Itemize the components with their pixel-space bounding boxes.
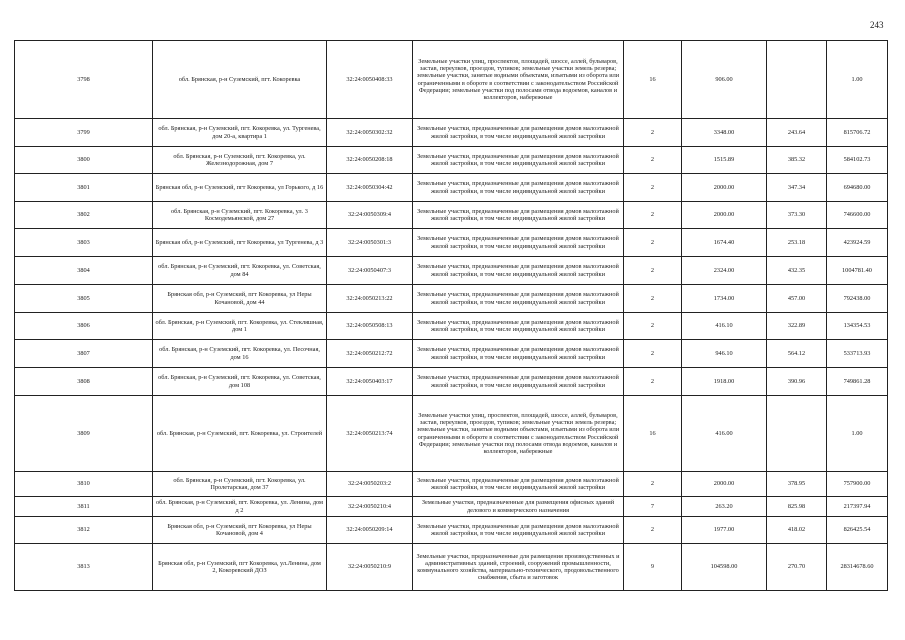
row-cadastral-number: 32:24:0050508:13 — [327, 313, 413, 340]
row-land-purpose: Земельные участки, предназначенные для размещения офисных зданий делового и коммерческого назначения — [413, 497, 624, 517]
row-area: 2000.00 — [682, 472, 767, 497]
row-number: 3807 — [15, 340, 153, 368]
row-specific-value — [767, 41, 827, 119]
row-address: обл. Брянская, р-н Суземский, пгт. Кокоревка, ул. Пролетарская, дом 37 — [153, 472, 327, 497]
row-area: 2000.00 — [682, 174, 767, 202]
table-row — [15, 285, 888, 313]
table-body — [15, 41, 888, 591]
row-land-purpose: Земельные участки, предназначенные для размещения домов малоэтажной жилой застройки, в том числе индивидуальной жилой застройки — [413, 119, 624, 147]
row-specific-value: 373.30 — [767, 202, 827, 229]
row-cadastral-number: 32:24:0050213:22 — [327, 285, 413, 313]
row-area: 2324.00 — [682, 257, 767, 285]
row-group: 2 — [624, 119, 682, 147]
row-cadastral-value: 749861.28 — [827, 368, 888, 396]
row-cadastral-value: 815706.72 — [827, 119, 888, 147]
row-number: 3804 — [15, 257, 153, 285]
table-row — [15, 497, 888, 517]
row-number: 3798 — [15, 41, 153, 119]
row-land-purpose: Земельные участки, предназначенные для размещения производственных и административных зданий, строений, сооружений промышленности, коммунального хозяйства, материально-технического, продовольственного снабжения, сбыта и заготовок — [413, 544, 624, 591]
row-land-purpose: Земельные участки улиц, проспектов, площадей, шоссе, аллей, бульваров, застав, переулков, проездов, тупиков; земельные участки земель резерва; земельные участки, занятые водными объектами, изъятыми из оборота или ограниченными в обороте в соответствии с законодательством Российской Федерации; земельные участки под полосами отвода водоемов, каналов и коллекторов, набережные — [413, 41, 624, 119]
table-row — [15, 396, 888, 472]
table-row — [15, 147, 888, 174]
row-cadastral-value: 757900.00 — [827, 472, 888, 497]
row-number: 3799 — [15, 119, 153, 147]
table-row — [15, 340, 888, 368]
row-group: 2 — [624, 517, 682, 544]
row-area: 416.10 — [682, 313, 767, 340]
row-land-purpose: Земельные участки улиц, проспектов, площадей, шоссе, аллей, бульваров, застав, переулков, проездов, тупиков; земельные участки земель резерва; земельные участки, занятые водными объектами, изъятыми из оборота или ограниченными в обороте в соответствии с законодательством Российской Федерации; земельные участки под полосами отвода водоемов, каналов и коллекторов, набережные — [413, 396, 624, 472]
row-area: 416.00 — [682, 396, 767, 472]
row-address: Брянская обл, р-н Суземский, пгт Кокоревка, ул Неры Кочановой, дом 44 — [153, 285, 327, 313]
table-row — [15, 517, 888, 544]
row-cadastral-value: 826425.54 — [827, 517, 888, 544]
row-land-purpose: Земельные участки, предназначенные для размещения домов малоэтажной жилой застройки, в том числе индивидуальной жилой застройки — [413, 285, 624, 313]
table-row — [15, 119, 888, 147]
row-area: 104598.00 — [682, 544, 767, 591]
row-specific-value: 564.12 — [767, 340, 827, 368]
row-address: обл. Брянская, р-н Суземский, пгт. Кокоревка, ул. 3 Космодемьянской, дом 27 — [153, 202, 327, 229]
row-land-purpose: Земельные участки, предназначенные для размещения домов малоэтажной жилой застройки, в том числе индивидуальной жилой застройки — [413, 517, 624, 544]
row-specific-value: 347.34 — [767, 174, 827, 202]
row-land-purpose: Земельные участки, предназначенные для размещения домов малоэтажной жилой застройки, в том числе индивидуальной жилой застройки — [413, 340, 624, 368]
page-number: 243 — [870, 20, 884, 30]
row-cadastral-number: 32:24:0050212:72 — [327, 340, 413, 368]
row-address: обл. Брянская, р-н Суземский, пгт. Кокоревка, ул. Строителей — [153, 396, 327, 472]
table-row — [15, 229, 888, 257]
row-cadastral-value: 423924.59 — [827, 229, 888, 257]
row-specific-value: 385.32 — [767, 147, 827, 174]
row-specific-value: 270.70 — [767, 544, 827, 591]
row-group: 9 — [624, 544, 682, 591]
row-group: 16 — [624, 396, 682, 472]
row-cadastral-value: 217397.94 — [827, 497, 888, 517]
row-cadastral-number: 32:24:0050301:3 — [327, 229, 413, 257]
row-area: 2000.00 — [682, 202, 767, 229]
row-cadastral-value: 533713.93 — [827, 340, 888, 368]
row-address: Брянская обл, р-н Суземский, пгт Кокоревка, ул Горького, д 16 — [153, 174, 327, 202]
row-group: 2 — [624, 229, 682, 257]
row-specific-value: 457.00 — [767, 285, 827, 313]
row-cadastral-number: 32:24:0050408:33 — [327, 41, 413, 119]
row-number: 3806 — [15, 313, 153, 340]
row-cadastral-value: 134354.53 — [827, 313, 888, 340]
row-specific-value: 253.18 — [767, 229, 827, 257]
row-area: 1515.89 — [682, 147, 767, 174]
row-cadastral-number: 32:24:0050302:32 — [327, 119, 413, 147]
row-land-purpose: Земельные участки, предназначенные для размещения домов малоэтажной жилой застройки, в том числе индивидуальной жилой застройки — [413, 202, 624, 229]
table-row — [15, 257, 888, 285]
row-cadastral-value: 28314678.60 — [827, 544, 888, 591]
table-row — [15, 202, 888, 229]
row-land-purpose: Земельные участки, предназначенные для размещения домов малоэтажной жилой застройки, в том числе индивидуальной жилой застройки — [413, 147, 624, 174]
table-row — [15, 174, 888, 202]
row-cadastral-value: 1004781.40 — [827, 257, 888, 285]
row-number: 3813 — [15, 544, 153, 591]
row-cadastral-number: 32:24:0050210:9 — [327, 544, 413, 591]
row-number: 3805 — [15, 285, 153, 313]
row-land-purpose: Земельные участки, предназначенные для размещения домов малоэтажной жилой застройки, в том числе индивидуальной жилой застройки — [413, 313, 624, 340]
row-address: обл. Брянская, р-н Суземский, пгт. Кокоревка, ул. Железнодорожная, дом 7 — [153, 147, 327, 174]
row-cadastral-number: 32:24:0050304:42 — [327, 174, 413, 202]
row-number: 3803 — [15, 229, 153, 257]
row-cadastral-number: 32:24:0050213:74 — [327, 396, 413, 472]
row-specific-value: 390.96 — [767, 368, 827, 396]
row-address: обл. Брянская, р-н Суземский, пгт. Кокоревка, ул. Стекляшная, дом 1 — [153, 313, 327, 340]
cadastral-value-table — [14, 40, 888, 591]
row-area: 3348.00 — [682, 119, 767, 147]
row-cadastral-value: 694680.00 — [827, 174, 888, 202]
row-number: 3811 — [15, 497, 153, 517]
row-address: обл. Брянская, р-н Суземский, пгт. Кокоревка, ул. Советская, дом 108 — [153, 368, 327, 396]
row-address: обл. Брянская, р-н Суземский, пгт. Кокоревка, ул. Песочная, дом 16 — [153, 340, 327, 368]
row-specific-value: 825.98 — [767, 497, 827, 517]
row-area: 1674.40 — [682, 229, 767, 257]
row-group: 2 — [624, 174, 682, 202]
row-specific-value — [767, 396, 827, 472]
row-number: 3800 — [15, 147, 153, 174]
row-land-purpose: Земельные участки, предназначенные для размещения домов малоэтажной жилой застройки, в том числе индивидуальной жилой застройки — [413, 229, 624, 257]
row-number: 3802 — [15, 202, 153, 229]
row-area: 946.10 — [682, 340, 767, 368]
row-group: 2 — [624, 285, 682, 313]
row-number: 3808 — [15, 368, 153, 396]
row-address: обл. Брянская, р-н Суземский, пгт. Кокоревка, ул. Ленина, дом д 2 — [153, 497, 327, 517]
row-specific-value: 418.02 — [767, 517, 827, 544]
table-row — [15, 544, 888, 591]
row-specific-value: 322.89 — [767, 313, 827, 340]
row-cadastral-number: 32:24:0050309:4 — [327, 202, 413, 229]
row-group: 2 — [624, 313, 682, 340]
table-row — [15, 41, 888, 119]
row-area: 263.20 — [682, 497, 767, 517]
row-area: 1918.00 — [682, 368, 767, 396]
row-cadastral-number: 32:24:0050203:2 — [327, 472, 413, 497]
row-area: 1977.00 — [682, 517, 767, 544]
row-cadastral-number: 32:24:0050208:18 — [327, 147, 413, 174]
row-land-purpose: Земельные участки, предназначенные для размещения домов малоэтажной жилой застройки, в том числе индивидуальной жилой застройки — [413, 472, 624, 497]
row-cadastral-value: 1.00 — [827, 41, 888, 119]
row-number: 3809 — [15, 396, 153, 472]
row-address: обл. Брянская, р-н Суземский, пгт. Кокоревка, ул. Тургенева, дом 20-а, квартира 1 — [153, 119, 327, 147]
row-cadastral-number: 32:24:0050403:17 — [327, 368, 413, 396]
row-address: Брянская обл, р-н Суземский, пгт Кокоревка, ул Неры Кочановой, дом 4 — [153, 517, 327, 544]
row-specific-value: 243.64 — [767, 119, 827, 147]
row-address: обл. Брянская, р-н Суземский, пгт. Кокоревка — [153, 41, 327, 119]
row-cadastral-number: 32:24:0050210:4 — [327, 497, 413, 517]
row-specific-value: 378.95 — [767, 472, 827, 497]
row-group: 2 — [624, 472, 682, 497]
row-cadastral-value: 1.00 — [827, 396, 888, 472]
row-group: 2 — [624, 147, 682, 174]
row-number: 3810 — [15, 472, 153, 497]
row-group: 2 — [624, 257, 682, 285]
row-group: 7 — [624, 497, 682, 517]
row-area: 906.00 — [682, 41, 767, 119]
row-land-purpose: Земельные участки, предназначенные для размещения домов малоэтажной жилой застройки, в том числе индивидуальной жилой застройки — [413, 257, 624, 285]
row-area: 1734.00 — [682, 285, 767, 313]
row-cadastral-number: 32:24:0050209:14 — [327, 517, 413, 544]
table-row — [15, 472, 888, 497]
row-address: Брянская обл, р-н Суземский, пгт Кокоревка, ул Тургенева, д 3 — [153, 229, 327, 257]
row-number: 3812 — [15, 517, 153, 544]
table-row — [15, 313, 888, 340]
row-cadastral-number: 32:24:0050407:3 — [327, 257, 413, 285]
row-land-purpose: Земельные участки, предназначенные для размещения домов малоэтажной жилой застройки, в том числе индивидуальной жилой застройки — [413, 174, 624, 202]
row-number: 3801 — [15, 174, 153, 202]
row-address: Брянская обл, р-н Суземский, пгт Кокоревка, ул.Ленина, дом 2, Кокоревский ДОЗ — [153, 544, 327, 591]
row-cadastral-value: 746600.00 — [827, 202, 888, 229]
row-cadastral-value: 584102.73 — [827, 147, 888, 174]
row-group: 2 — [624, 202, 682, 229]
table-row — [15, 368, 888, 396]
row-specific-value: 432.35 — [767, 257, 827, 285]
row-group: 2 — [624, 368, 682, 396]
row-cadastral-value: 792438.00 — [827, 285, 888, 313]
row-address: обл. Брянская, р-н Суземский, пгт. Кокоревка, ул. Советская, дом 84 — [153, 257, 327, 285]
row-land-purpose: Земельные участки, предназначенные для размещения домов малоэтажной жилой застройки, в том числе индивидуальной жилой застройки — [413, 368, 624, 396]
row-group: 2 — [624, 340, 682, 368]
row-group: 16 — [624, 41, 682, 119]
